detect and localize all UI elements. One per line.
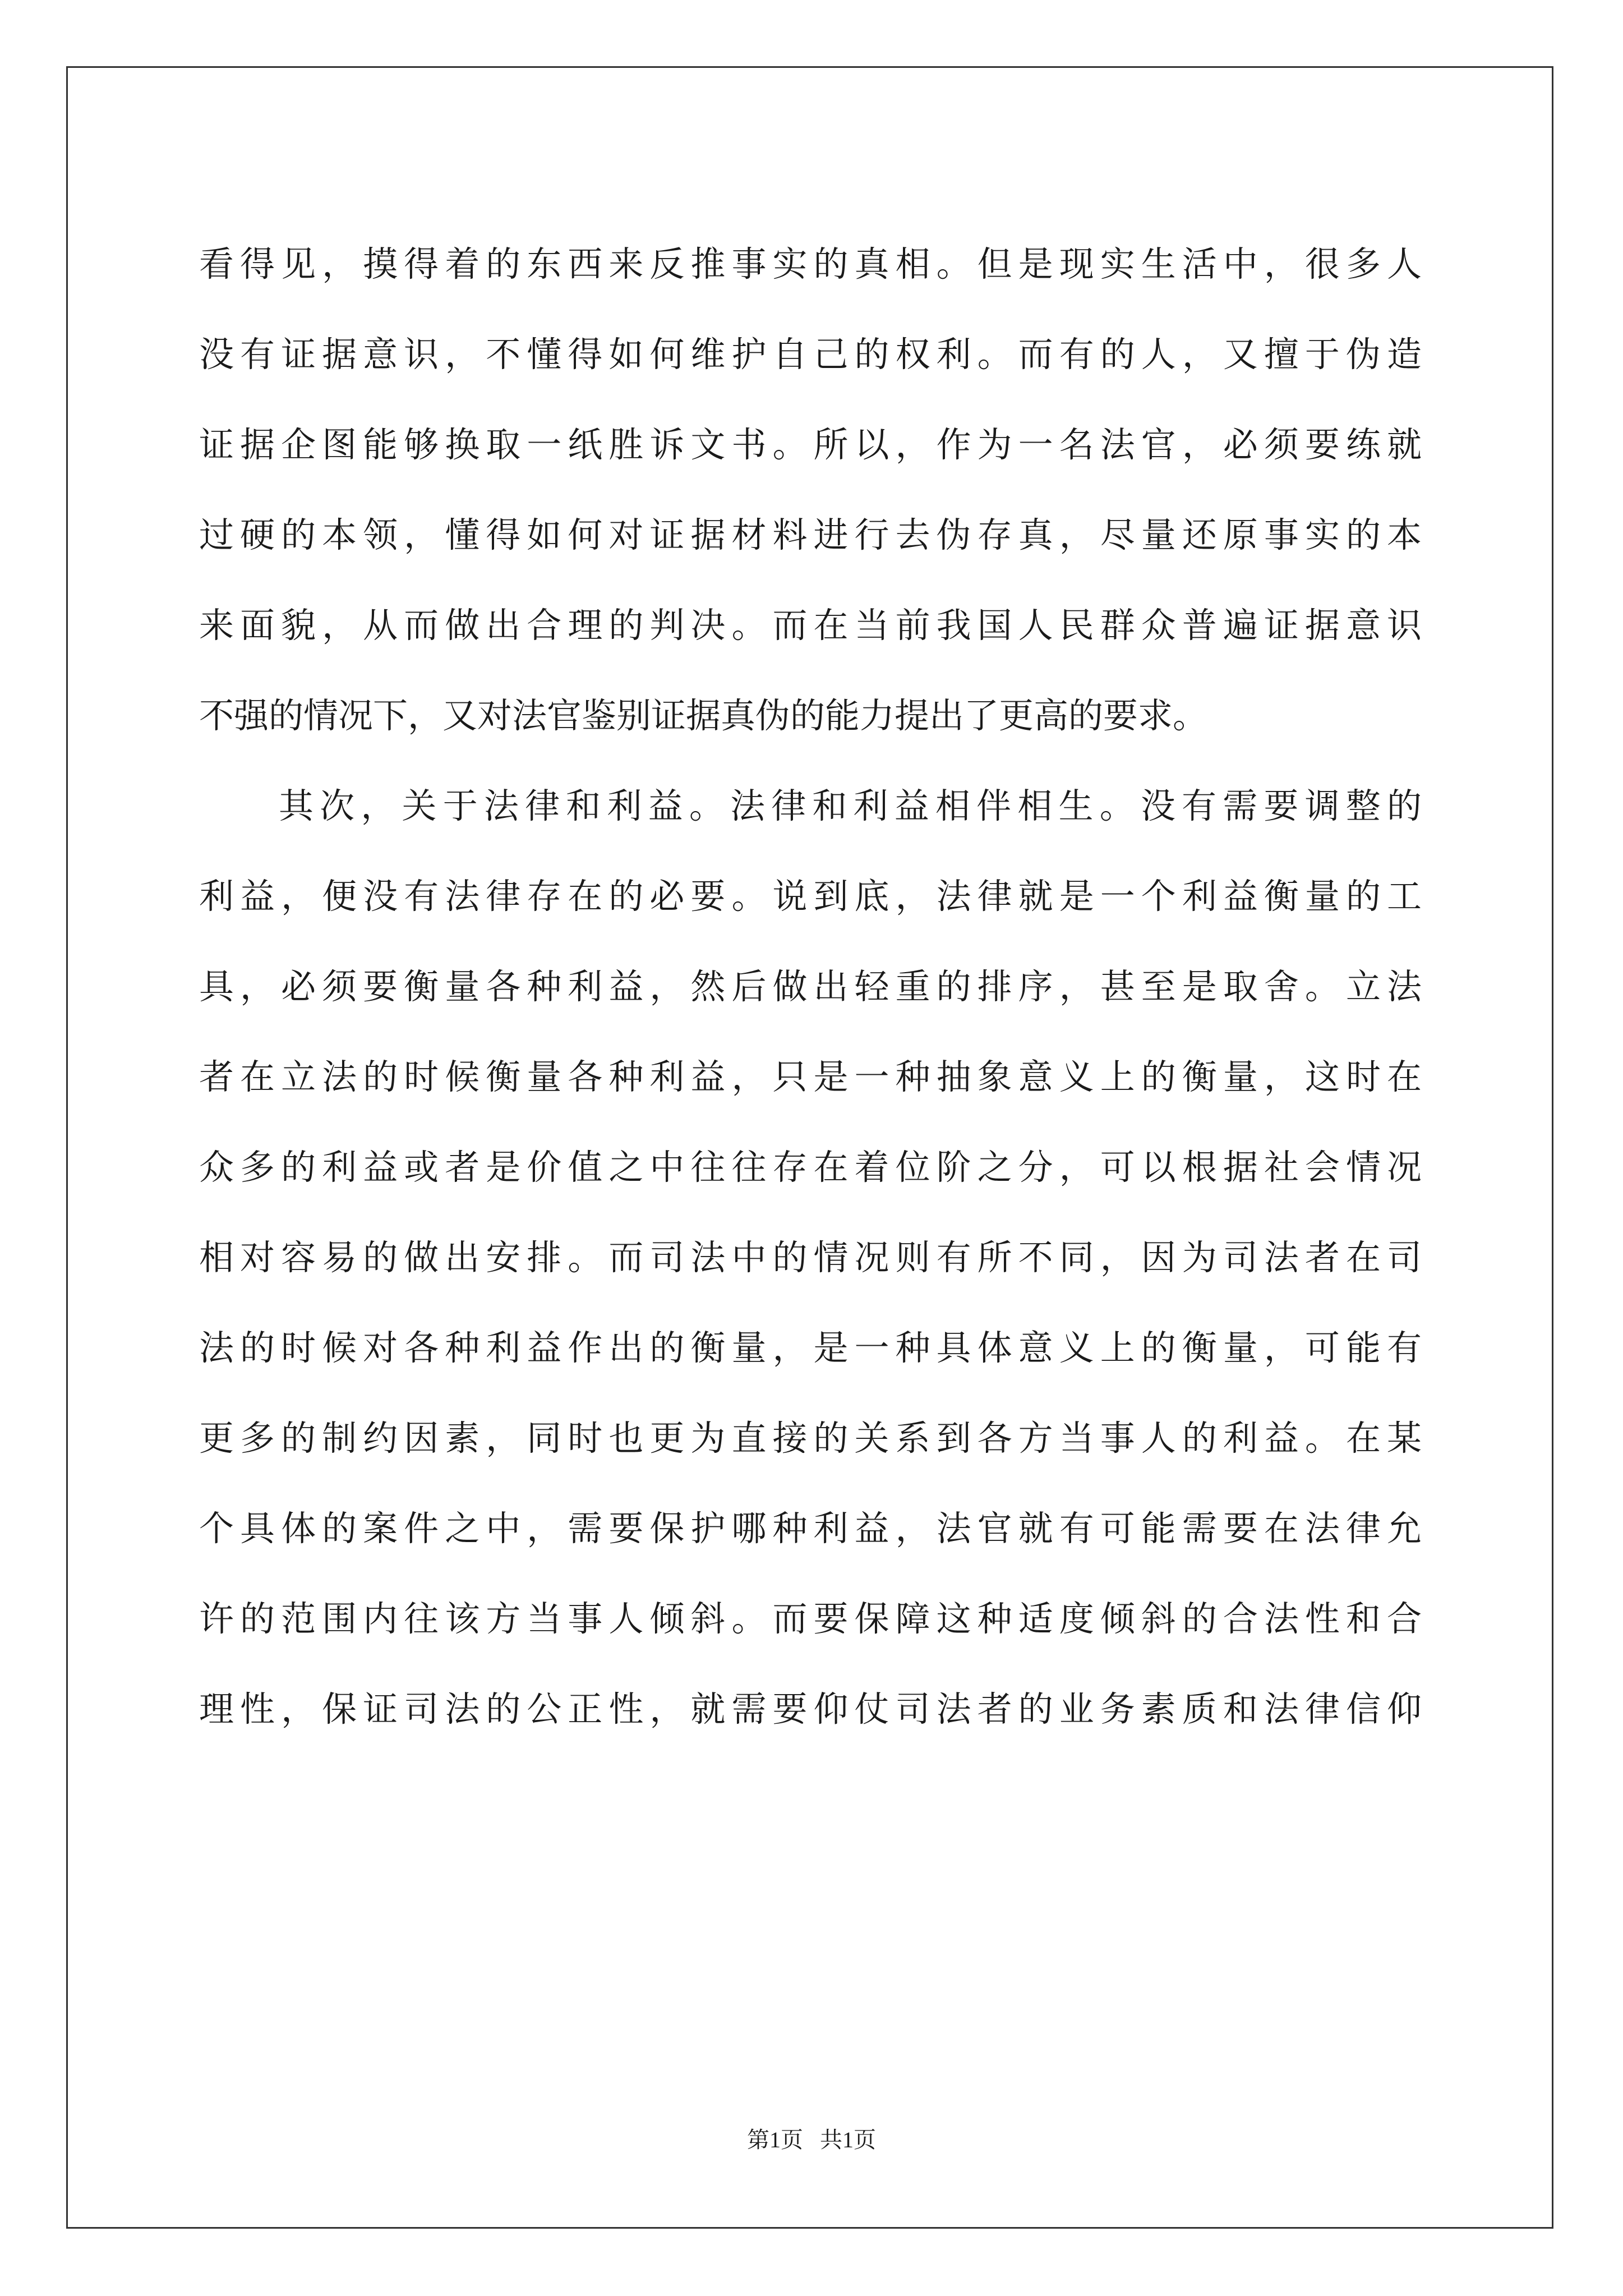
- text-line: 具，必须要衡量各种利益，然后做出轻重的排序，甚至是取舍。立法: [199, 966, 1422, 1007]
- text-line: 看得见，摸得着的东西来反推事实的真相。但是现实生活中，很多人: [199, 243, 1422, 284]
- text-line: 证据企图能够换取一纸胜诉文书。所以，作为一名法官，必须要练就: [199, 424, 1422, 465]
- text-line: 不强的情况下，又对法官鉴别证据真伪的能力提出了更高的要求。: [199, 695, 1208, 736]
- text-line: 过硬的本领，懂得如何对证据材料进行去伪存真，尽量还原事实的本: [199, 514, 1422, 555]
- text-line: 利益，便没有法律存在的必要。说到底，法律就是一个利益衡量的工: [199, 876, 1422, 917]
- page-footer: 第1页 共1页: [747, 2127, 876, 2152]
- text-line: 众多的利益或者是价值之中往往存在着位阶之分，可以根据社会情况: [199, 1147, 1422, 1188]
- text-line: 理性，保证司法的公正性，就需要仰仗司法者的业务素质和法律信仰: [199, 1688, 1422, 1729]
- text-line: 没有证据意识，不懂得如何维护自己的权利。而有的人，又擅于伪造: [199, 334, 1422, 375]
- text-line: 相对容易的做出安排。而司法中的情况则有所不同，因为司法者在司: [199, 1237, 1422, 1278]
- paragraph-first-line: 其次，关于法律和利益。法律和利益相伴相生。没有需要调整的: [279, 785, 1422, 826]
- text-line: 更多的制约因素，同时也更为直接的关系到各方当事人的利益。在某: [199, 1418, 1422, 1458]
- text-line: 许的范围内往该方当事人倾斜。而要保障这种适度倾斜的合法性和合: [199, 1598, 1422, 1639]
- text-line: 个具体的案件之中，需要保护哪种利益，法官就有可能需要在法律允: [199, 1508, 1422, 1549]
- document-body: [199, 219, 1422, 1754]
- text-line: 者在立法的时候衡量各种利益，只是一种抽象意义上的衡量，这时在: [199, 1056, 1422, 1097]
- text-line: 法的时候对各种利益作出的衡量，是一种具体意义上的衡量，可能有: [199, 1327, 1422, 1368]
- text-line: 来面貌，从而做出合理的判决。而在当前我国人民群众普遍证据意识: [199, 605, 1422, 646]
